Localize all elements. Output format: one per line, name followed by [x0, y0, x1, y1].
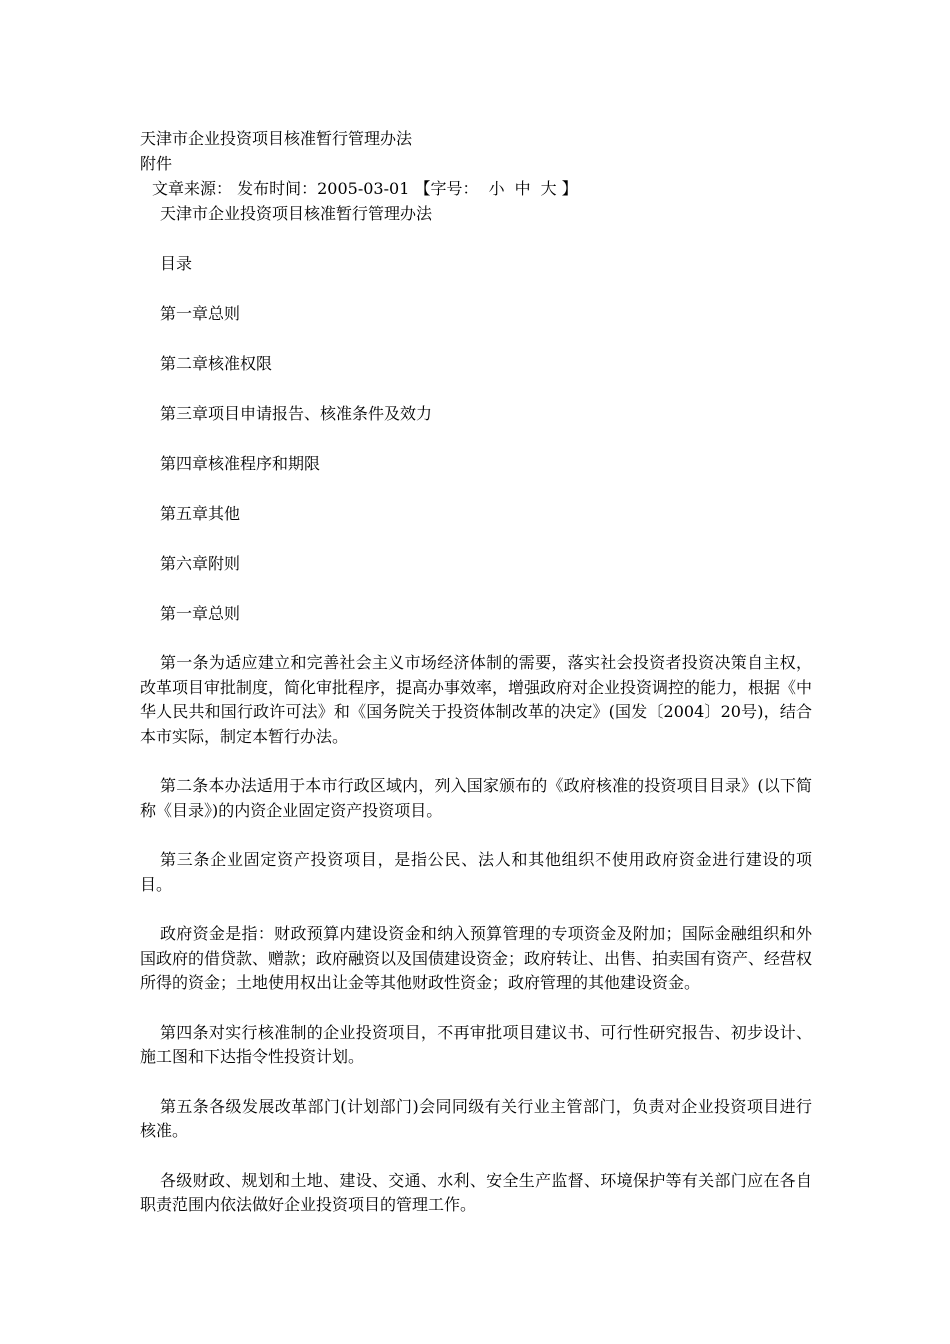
toc-item: 第三章项目申请报告、核准条件及效力 [160, 404, 433, 423]
toc-item: 第四章核准程序和期限 [160, 454, 321, 473]
font-size-large-link[interactable]: 大 [540, 179, 557, 198]
article-paragraph: 第三条企业固定资产投资项目，是指公民、法人和其他组织不使用政府资金进行建设的项目。 [140, 850, 812, 894]
article-paragraph: 第四条对实行核准制的企业投资项目，不再审批项目建议书、可行性研究报告、初步设计、施工图和下达指令性投资计划。 [140, 1022, 812, 1066]
toc-item: 第五章其他 [160, 504, 241, 523]
font-size-open: 【字号： [414, 179, 479, 198]
toc-item: 第二章核准权限 [160, 354, 273, 373]
chapter-heading: 第一章总则 [160, 604, 241, 623]
toc-label: 目录 [160, 254, 193, 273]
article-paragraph: 各级财政、规划和土地、建设、交通、水利、安全生产监督、环境保护等有关部门应在各自职责范围内依法做好企业投资项目的管理工作。 [140, 1170, 812, 1214]
document-heading: 天津市企业投资项目核准暂行管理办法 [160, 204, 433, 223]
font-size-small-link[interactable]: 小 [488, 179, 505, 198]
font-size-medium-link[interactable]: 中 [514, 179, 531, 198]
article-paragraph: 政府资金是指：财政预算内建设资金和纳入预算管理的专项资金及附加；国际金融组织和外国政府的借贷款、赠款；政府融资以及国债建设资金；政府转让、出售、拍卖国有资产、经营权所得的资金；土地使用权出让金等其他财政性资金；政府管理的其他建设资金。 [140, 924, 813, 992]
document-title: 天津市企业投资项目核准暂行管理办法 [140, 129, 413, 148]
article-meta [140, 176, 812, 201]
font-size-close: 】 [561, 179, 578, 198]
toc-item: 第一章总则 [160, 304, 241, 323]
toc-item: 第六章附则 [160, 554, 241, 573]
article-paragraph: 第二条本办法适用于本市行政区域内，列入国家颁布的《政府核准的投资项目目录》(以下简称《目录》)的内资企业固定资产投资项目。 [140, 776, 812, 820]
publish-date: 2005-03-01 [317, 179, 410, 198]
attachment-label: 附件 [140, 154, 173, 173]
publish-label: 发布时间： [237, 179, 318, 198]
document-page [140, 126, 812, 1218]
article-paragraph: 第一条为适应建立和完善社会主义市场经济体制的需要，落实社会投资者投资决策自主权，改革项目审批制度，简化审批程序，提高办事效率，增强政府对企业投资调控的能力，根据《中华人民共和国行政许可法》和《国务院关于投资体制改革的决定》(国发〔2004〕20号)，结合本市实际，制定本暂行办法。 [140, 653, 813, 746]
source-label: 文章来源： [152, 179, 233, 198]
article-paragraph: 第五条各级发展改革部门(计划部门)会同同级有关行业主管部门，负责对企业投资项目进行核准。 [140, 1096, 812, 1140]
